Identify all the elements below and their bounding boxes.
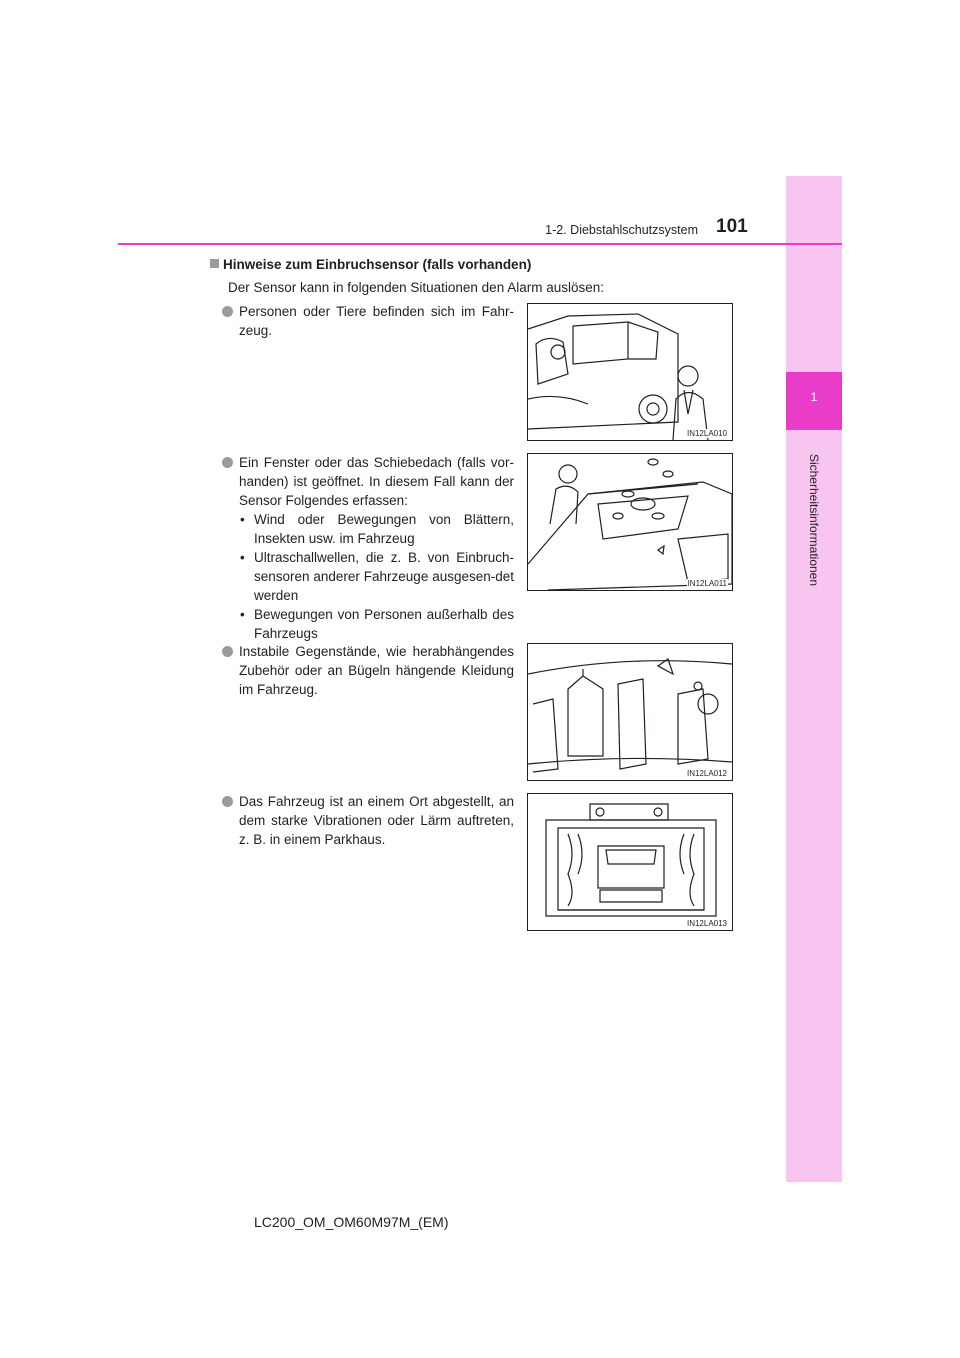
car-wash-illustration: [528, 794, 732, 930]
figure-code: IN12LA010: [686, 429, 727, 438]
list-item: Instabile Gegenstände, wie herabhängendes Zubehör oder an Bügeln hängende Kleidung im Fahrzeug.: [222, 642, 514, 699]
list-item: Das Fahrzeug ist an einem Ort abgestellt, an dem starke Vibrationen oder Lärm auftreten, z. B. in einem Parkhaus.: [222, 792, 514, 849]
figure-code: IN12LA012: [686, 769, 727, 778]
figure-parking-garage: [527, 793, 733, 931]
sub-list-item: • Bewegungen von Personen außerhalb des Fahrzeugs: [240, 607, 514, 641]
list-item: Ein Fenster oder das Schiebedach (falls vor-handen) ist geöffnet. In diesem Fall kann der Sensor Folgendes erfassen:: [222, 453, 514, 510]
figure-code: IN12LA013: [686, 919, 727, 928]
figure-code: IN12LA011: [687, 579, 727, 588]
figure-open-sunroof: [527, 453, 733, 591]
figure-person-in-car: [527, 303, 733, 441]
bullet-icon: [222, 646, 233, 657]
document-code: LC200_OM_OM60M97M_(EM): [254, 1214, 449, 1230]
intro-text: Der Sensor kann in folgenden Situationen den Alarm auslösen:: [228, 280, 604, 295]
list-item: Personen oder Tiere befinden sich im Fahr-zeug.: [222, 302, 514, 340]
sub-list-item: • Wind oder Bewegungen von Blättern, Insekten usw. im Fahrzeug: [240, 512, 514, 546]
chapter-number: 1: [810, 390, 818, 404]
bullet-icon: [222, 796, 233, 807]
heading-square-icon: [210, 259, 219, 268]
sub-list-item: • Ultraschallwellen, die z. B. von Einbruch-sensoren anderer Fahrzeuge ausgesen-det werden: [240, 550, 514, 603]
section-title: 1-2. Diebstahlschutzsystem: [545, 223, 698, 237]
bullet-icon: [222, 306, 233, 317]
car-person-illustration: [528, 304, 732, 440]
bullet-icon: [222, 457, 233, 468]
chapter-sidebar: [786, 176, 842, 1182]
header-rule: [118, 243, 842, 245]
sunroof-leaves-illustration: [528, 454, 732, 590]
page-number: 101: [716, 216, 748, 237]
figure-hanging-clothes: [527, 643, 733, 781]
car-interior-illustration: [528, 644, 732, 780]
section-heading: Hinweise zum Einbruchsensor (falls vorhanden): [210, 257, 531, 272]
